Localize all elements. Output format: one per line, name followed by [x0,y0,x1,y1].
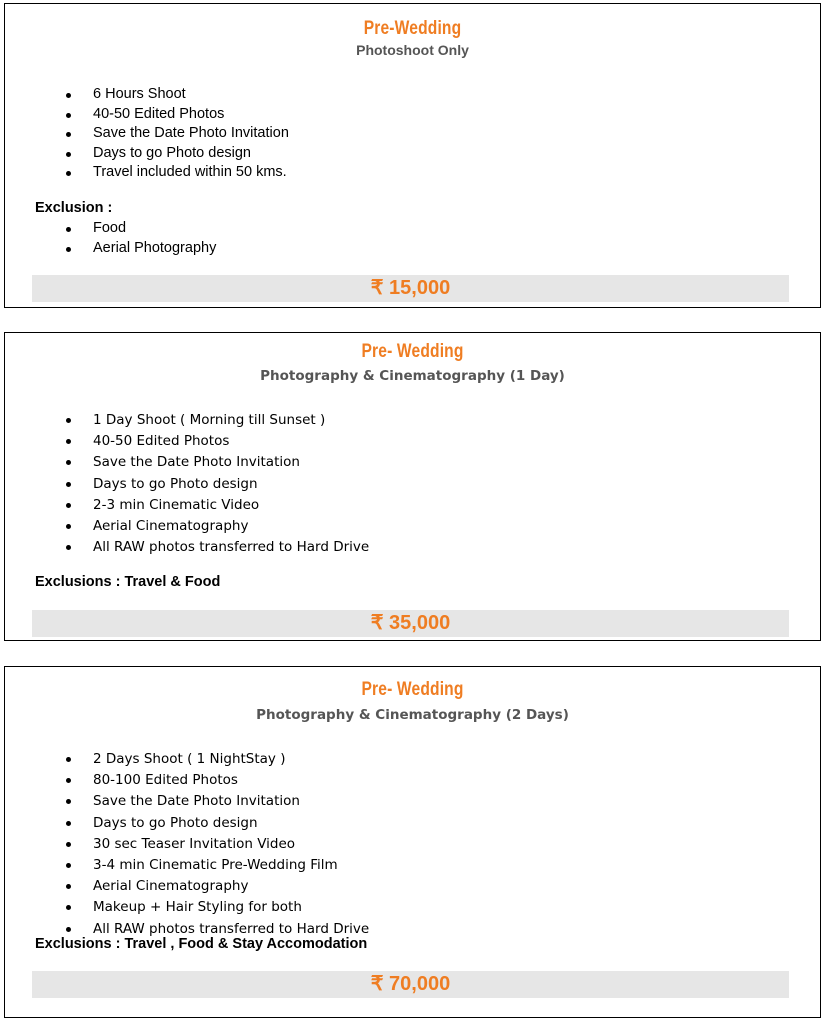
exclusion-label: Exclusions : Travel & Food [35,574,221,590]
list-item: Days to go Photo design [63,813,369,834]
package-card-1-day [4,332,821,641]
exclusion-label: Exclusions : Travel , Food & Stay Accomodation [35,936,368,952]
list-item: 1 Day Shoot ( Morning till Sunset ) [63,410,369,431]
price-bar: ₹ 15,000 [32,275,789,302]
package-title: Pre-Wedding [363,18,462,39]
price-bar: ₹ 70,000 [32,971,789,998]
list-item: Aerial Cinematography [63,516,369,537]
list-item: 40-50 Edited Photos [63,105,289,125]
package-title: Pre- Wedding [361,679,464,700]
list-item: Days to go Photo design [63,144,289,164]
feature-list [63,85,289,183]
list-item: 2-3 min Cinematic Video [63,495,369,516]
feature-list [63,749,369,940]
exclusion-list [63,219,216,258]
package-title: Pre- Wedding [361,341,464,362]
package-subtitle: Photography & Cinematography (1 Day) [260,368,565,384]
list-item: Travel included within 50 kms. [63,163,289,183]
list-item: Save the Date Photo Invitation [63,452,369,473]
list-item: 80-100 Edited Photos [63,770,369,791]
exclusion-label: Exclusion : [35,200,113,216]
price-bar: ₹ 35,000 [32,610,789,637]
list-item: Days to go Photo design [63,474,369,495]
list-item: 40-50 Edited Photos [63,431,369,452]
list-item: 6 Hours Shoot [63,85,289,105]
package-subtitle: Photography & Cinematography (2 Days) [256,707,569,723]
package-card-photoshoot [4,3,821,308]
list-item: Aerial Cinematography [63,876,369,897]
list-item: Save the Date Photo Invitation [63,124,289,144]
list-item: 3-4 min Cinematic Pre-Wedding Film [63,855,369,876]
list-item: Aerial Photography [63,239,216,259]
list-item: Food [63,219,216,239]
package-card-2-days [4,666,821,1018]
list-item: All RAW photos transferred to Hard Drive [63,919,369,940]
list-item: 2 Days Shoot ( 1 NightStay ) [63,749,369,770]
package-subtitle: Photoshoot Only [356,42,469,58]
list-item: All RAW photos transferred to Hard Drive [63,537,369,558]
list-item: Save the Date Photo Invitation [63,791,369,812]
list-item: Makeup + Hair Styling for both [63,897,369,918]
feature-list [63,410,369,558]
list-item: 30 sec Teaser Invitation Video [63,834,369,855]
